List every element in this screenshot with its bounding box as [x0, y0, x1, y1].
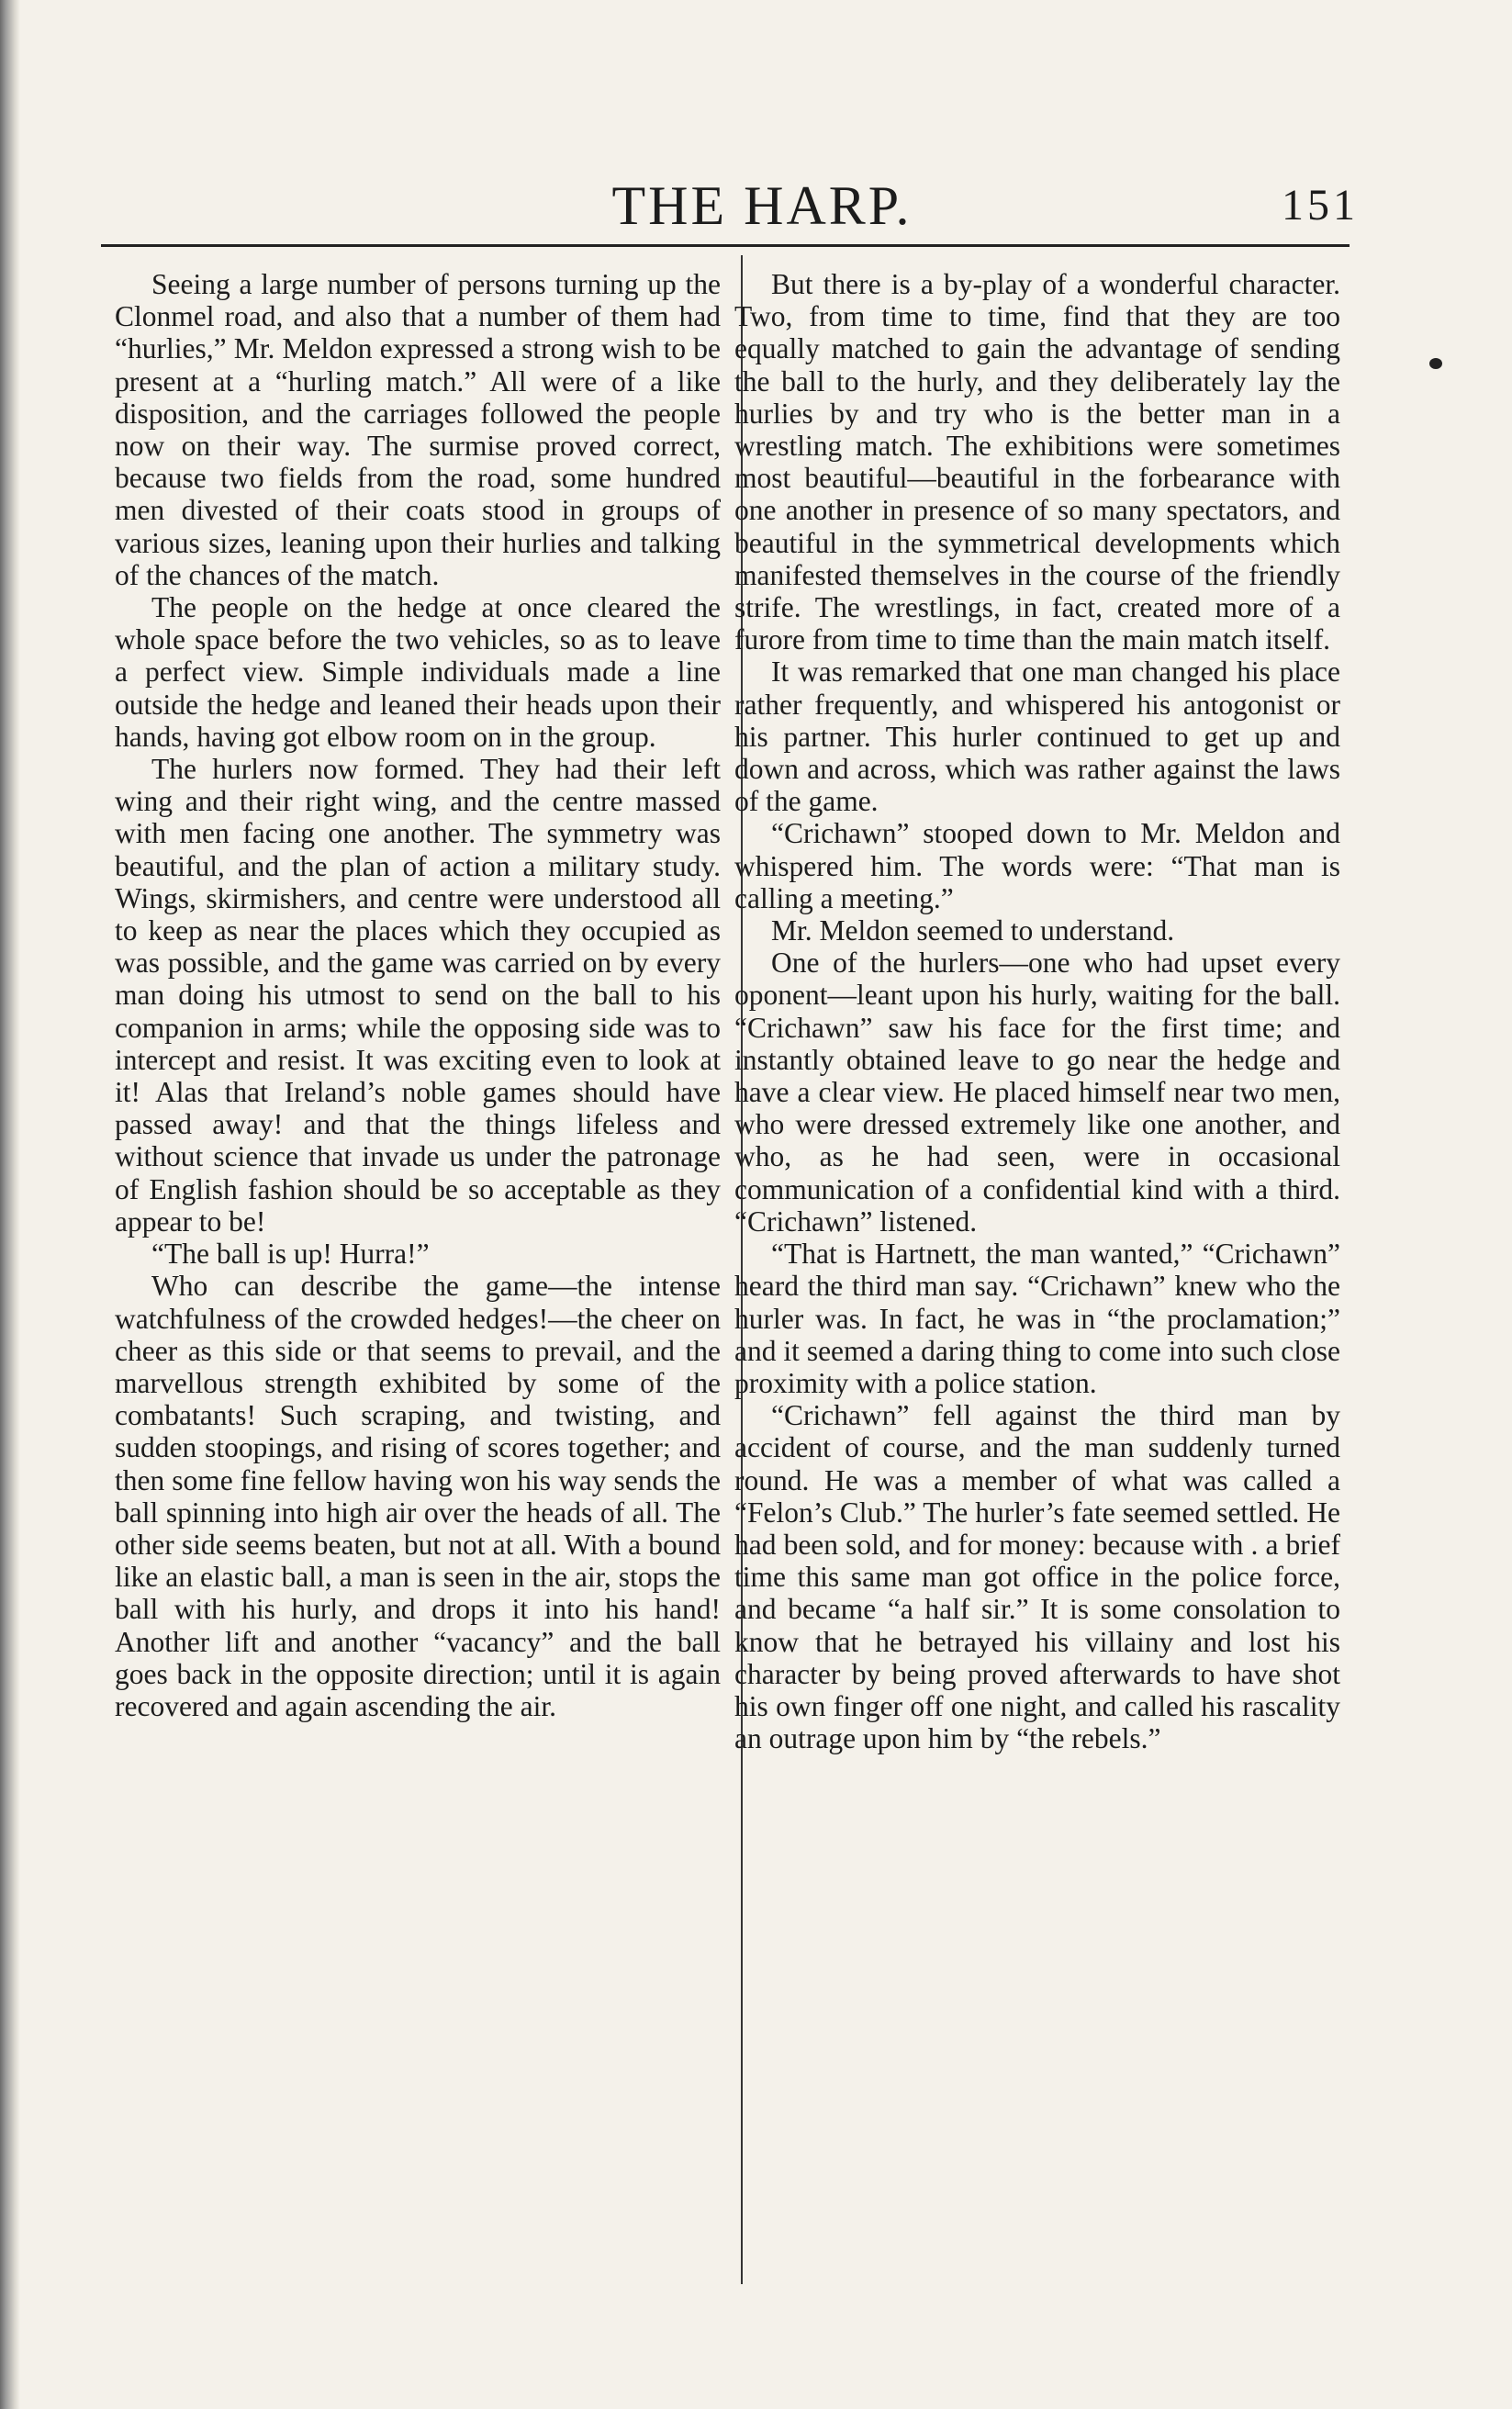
paragraph: Who can describe the game—the intense watchfulness of the crowded hedges!—the cheer on cheer as this side or that seems to prevail, and the marvellous strength exhibited by some of the combatants! Such scraping, and twisting, and sudden stoopings, and rising of scores together; and then some fine fellow having won his way sends the ball spinning into high air over the heads of all. The other side seems beaten, but not at all. With a bound like an elastic ball, a man is seen in the air, stops the ball with his hurly, and drops it into his hand! Another lift and another “vacancy” and the ball goes back in the opposite direction; until it is again recovered and again ascending the air. — [115, 1270, 721, 1722]
page-number: 151 — [1282, 181, 1359, 230]
right-column — [734, 268, 1340, 1754]
paragraph: The hurlers now formed. They had their left wing and their right wing, and the centre massed with men facing one another. The symmetry was beautiful, and the plan of action a military study. Wings, skirmishers, and centre were understood all to keep as near the places which they occupied as was possible, and the game was carried on by every man doing his utmost to send on the ball to his companion in arms; while the opposing side was to intercept and resist. It was exciting even to look at it! Alas that Ireland’s noble games should have passed away! and that the things lifeless and without science that invade us under the patronage of English fashion should be so acceptable as they appear to be! — [115, 753, 721, 1238]
paragraph: One of the hurlers—one who had upset every oponent—leant upon his hurly, waiting for the ball. “Crichawn” saw his face for the first time; and instantly obtained leave to go near the hedge and have a clear view. He placed himself near two men, who were dressed extremely like one another, and who, as he had seen, were in occasional communication of a confidential kind with a third. “Crichawn” listened. — [734, 947, 1340, 1238]
ink-blot — [1429, 358, 1442, 369]
paragraph: “That is Hartnett, the man wanted,” “Crichawn” heard the third man say. “Crichawn” knew who the hurler was. In fact, he was in “the proclamation;” and it seemed a daring thing to come into such close proximity with a police station. — [734, 1238, 1340, 1399]
paragraph: Seeing a large number of persons turning up the Clonmel road, and also that a number of them had “hurlies,” Mr. Meldon expressed a strong wish to be present at a “hurling match.” All were of a like disposition, and the carriages followed the people now on their way. The surmise proved correct, because two fields from the road, some hundred men divested of their coats stood in groups of various sizes, leaning upon their hurlies and talking of the chances of the match. — [115, 268, 721, 591]
journal-title: THE HARP. — [611, 175, 913, 236]
page-binding-edge — [0, 0, 20, 2409]
paragraph: But there is a by-play of a wonderful character. Two, from time to time, find that they are too equally matched to gain the advantage of sending the ball to the hurly, and they deliberately lay the hurlies by and try who is the better man in a wrestling match. The exhibitions were sometimes most beautiful—beautiful in the forbearance with one another in presence of so many spectators, and beautiful in the symmetrical developments which manifested themselves in the course of the friendly strife. The wrestlings, in fact, created more of a furore from time to time than the main match itself. — [734, 268, 1340, 656]
paragraph: “Crichawn” stooped down to Mr. Meldon and whispered him. The words were: “That man is calling a meeting.” — [734, 817, 1340, 914]
left-column — [115, 268, 721, 1722]
paragraph: Mr. Meldon seemed to understand. — [771, 914, 1175, 947]
paragraph: “The ball is up! Hurra!” — [151, 1238, 430, 1271]
paragraph: It was remarked that one man changed his place rather frequently, and whispered his antogonist or his partner. This hurler continued to get up and down and across, which was rather against the laws of the game. — [734, 655, 1340, 818]
paragraph: “Crichawn” fell against the third man by accident of course, and the man suddenly turned round. He was a member of what was called a “Felon’s Club.” The hurler’s fate seemed settled. He had been sold, and for money: because with . a brief time this same man got office in the police force, and became “a half sir.” It is some consolation to know that he betrayed his villainy and lost his character by being proved afterwards to have shot his own finger off one night, and called his rascality an outrage upon him by “the rebels.” — [734, 1399, 1340, 1755]
header-rule — [101, 244, 1350, 247]
running-head — [101, 173, 1359, 239]
paragraph: The people on the hedge at once cleared the whole space before the two vehicles, so as to leave a perfect view. Simple individuals made a line outside the hedge and leaned their heads upon their hands, having got elbow room on in the group. — [115, 591, 721, 753]
